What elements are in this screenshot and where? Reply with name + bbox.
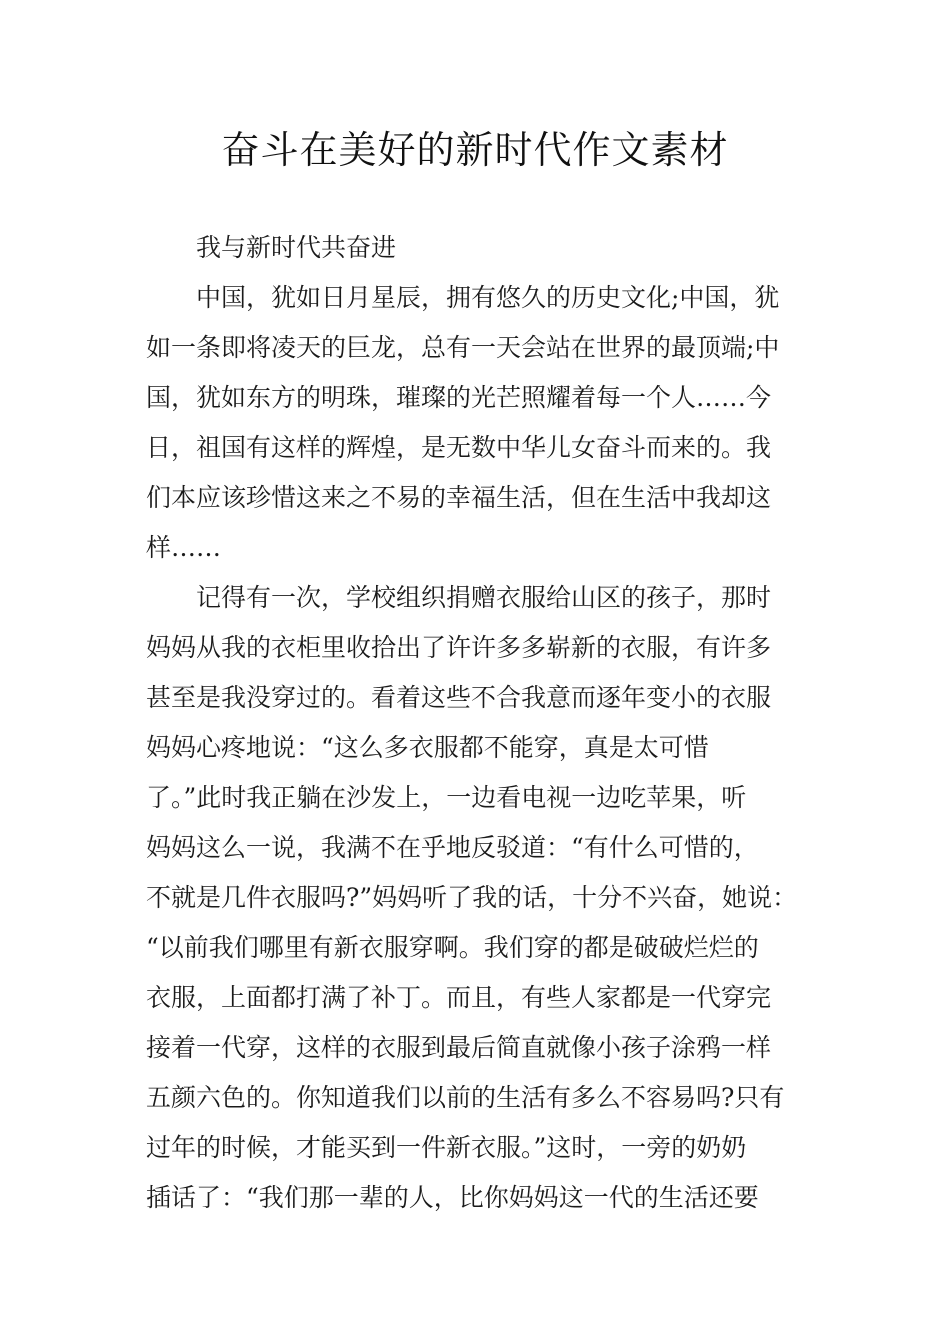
paragraph-line: 妈妈这么一说，我满不在乎地反驳道：“有什么可惜的， [146,833,759,862]
section-heading: 我与新时代共奋进 [196,233,397,262]
paragraph-line: 日，祖国有这样的辉煌，是无数中华儿女奋斗而来的。我 [146,433,772,462]
paragraph-line: 国，犹如东方的明珠，璀璨的光芒照耀着每一个人……今 [146,383,772,412]
paragraph-line: 接着一代穿，这样的衣服到最后简直就像小孩子涂鸦一样 [146,1033,772,1062]
paragraph-line: 记得有一次，学校组织捐赠衣服给山区的孩子，那时 [196,583,772,612]
paragraph-line: 样…… [146,533,222,562]
paragraph-line: 们本应该珍惜这来之不易的幸福生活，但在生活中我却这 [146,483,772,512]
paragraph-line: 甚至是我没穿过的。看着这些不合我意而逐年变小的衣服 [146,683,772,712]
paragraph-line: 五颜六色的。你知道我们以前的生活有多么不容易吗?只有 [146,1083,785,1112]
paragraph-line: “以前我们哪里有新衣服穿啊。我们穿的都是破破烂烂的 [146,933,759,962]
paragraph-line: 不就是几件衣服吗?”妈妈听了我的话，十分不兴奋，她说： [146,883,798,912]
paragraph-line: 插话了：“我们那一辈的人，比你妈妈这一代的生活还要 [146,1183,759,1212]
paragraph-line: 中国，犹如日月星辰，拥有悠久的历史文化;中国，犹 [196,283,780,312]
paragraph-line: 妈妈从我的衣柜里收拾出了许许多多崭新的衣服，有许多 [146,633,772,662]
paragraph-line: 妈妈心疼地说：“这么多衣服都不能穿，真是太可惜 [146,733,709,762]
document-title: 奋斗在美好的新时代作文素材 [221,128,729,172]
paragraph-line: 如一条即将凌天的巨龙，总有一天会站在世界的最顶端;中 [146,333,780,362]
paragraph-line: 衣服，上面都打满了补丁。而且，有些人家都是一代穿完 [146,983,772,1012]
paragraph-line: 过年的时候，才能买到一件新衣服。”这时，一旁的奶奶 [146,1133,747,1162]
paragraph-line: 了。”此时我正躺在沙发上，一边看电视一边吃苹果，听 [146,783,747,812]
